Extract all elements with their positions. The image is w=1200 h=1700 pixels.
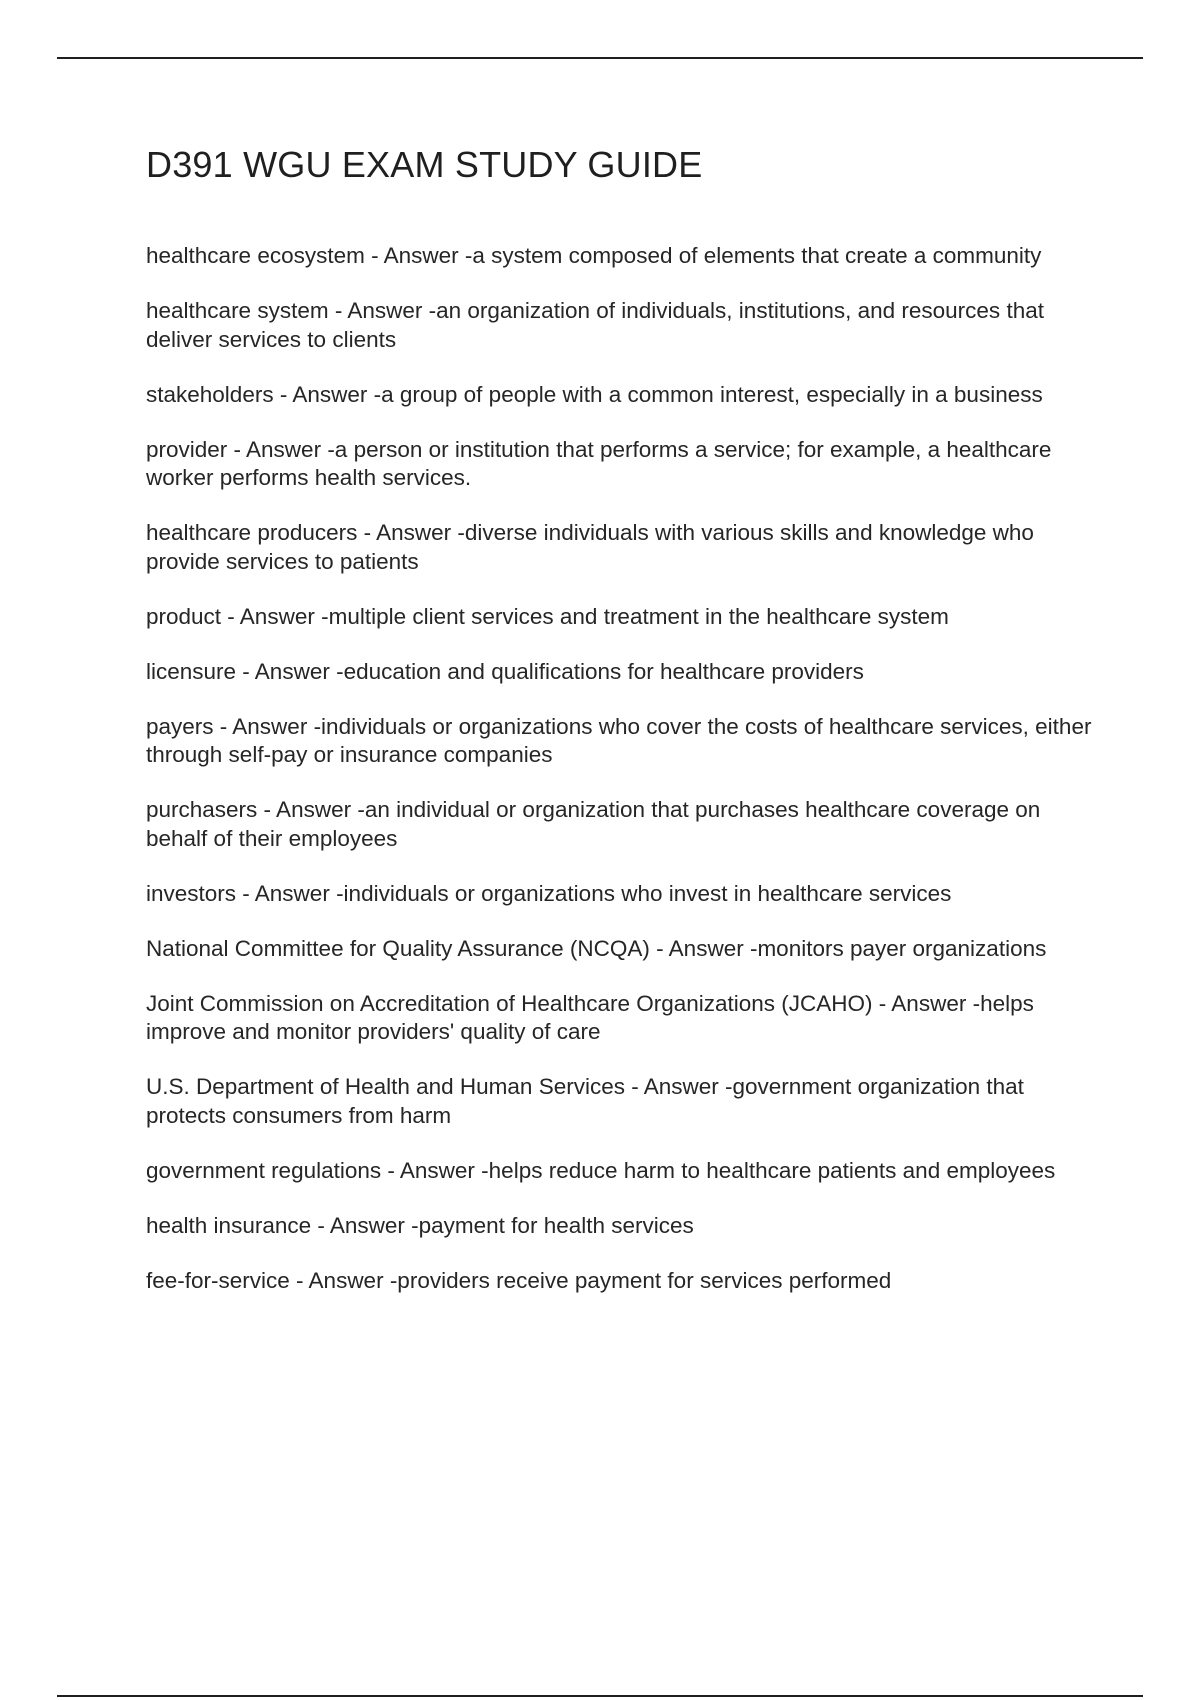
list-item: licensure - Answer -education and qualifications for healthcare providers: [146, 658, 864, 684]
list-item: government regulations - Answer -helps reduce harm to healthcare patients and employees: [146, 1157, 1056, 1183]
list-item: healthcare system - Answer -an organization of individuals, institutions, and resources that deliver services to clients: [146, 298, 1044, 352]
list-item: product - Answer -multiple client services and treatment in the healthcare system: [146, 603, 949, 629]
list-item: fee-for-service - Answer -providers receive payment for services performed: [146, 1267, 892, 1293]
page-title: D391 WGU EXAM STUDY GUIDE: [146, 144, 703, 185]
list-item: provider - Answer -a person or institution that performs a service; for example, a healthcare worker performs health services.: [146, 436, 1052, 490]
study-guide-list: [146, 242, 1092, 1322]
list-item: health insurance - Answer -payment for health services: [146, 1212, 694, 1238]
list-item: stakeholders - Answer -a group of people with a common interest, especially in a business: [146, 381, 1043, 407]
top-divider: [57, 57, 1143, 59]
list-item: investors - Answer -individuals or organizations who invest in healthcare services: [146, 880, 952, 906]
bottom-divider: [57, 1695, 1143, 1697]
list-item: U.S. Department of Health and Human Services - Answer -government organization that protects consumers from harm: [146, 1074, 1024, 1128]
list-item: National Committee for Quality Assurance (NCQA) - Answer -monitors payer organizations: [146, 935, 1047, 961]
list-item: healthcare ecosystem - Answer -a system composed of elements that create a community: [146, 243, 1042, 268]
list-item: payers - Answer -individuals or organizations who cover the costs of healthcare services, either through self-pay or insurance companies: [146, 713, 1092, 767]
list-item: Joint Commission on Accreditation of Healthcare Organizations (JCAHO) - Answer -helps improve and monitor providers' quality of care: [146, 990, 1034, 1044]
list-item: healthcare producers - Answer -diverse individuals with various skills and knowledge who provide services to patients: [146, 520, 1034, 574]
list-item: purchasers - Answer -an individual or organization that purchases healthcare coverage on behalf of their employees: [146, 797, 1041, 851]
